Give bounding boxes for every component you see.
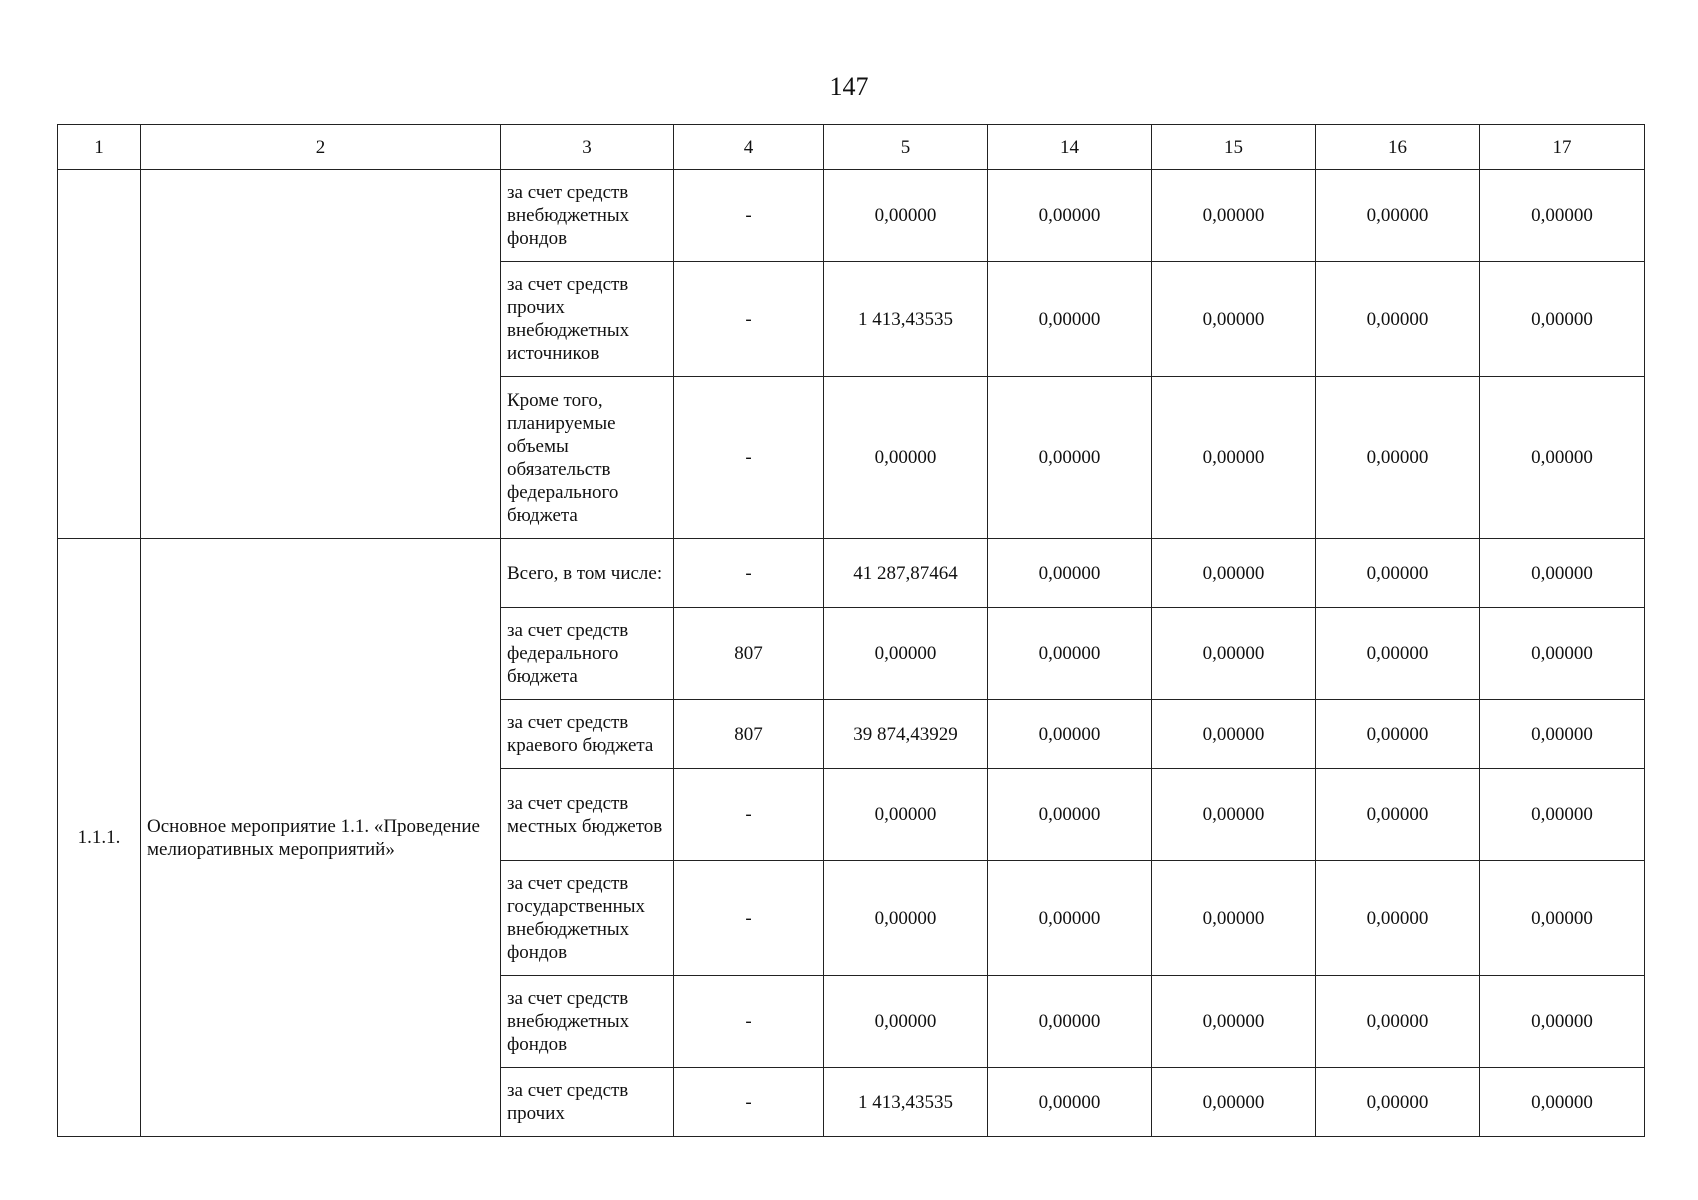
value-cell: 0,00000 [1316,377,1480,539]
value-cell: 0,00000 [1316,861,1480,976]
value-cell: 0,00000 [824,377,988,539]
header-cell: 5 [824,125,988,170]
source-cell: Кроме того, планируемые объемы обязательств федерального бюджета [501,377,674,539]
item-number: 1.1.1. [58,539,141,1137]
value-cell: 0,00000 [988,861,1152,976]
value-cell: 0,00000 [824,769,988,861]
code-cell: - [674,262,824,377]
value-cell: 0,00000 [1480,861,1645,976]
value-cell: 0,00000 [988,262,1152,377]
header-row [58,125,1645,170]
value-cell: 0,00000 [1152,170,1316,262]
code-cell: 807 [674,608,824,700]
value-cell: 0,00000 [1152,976,1316,1068]
value-cell: 0,00000 [988,170,1152,262]
header-cell: 17 [1480,125,1645,170]
header-cell: 4 [674,125,824,170]
source-cell: Всего, в том числе: [501,539,674,608]
value-cell: 0,00000 [1480,262,1645,377]
header-cell: 14 [988,125,1152,170]
value-cell: 0,00000 [1152,700,1316,769]
header-cell: 2 [141,125,501,170]
code-cell: - [674,377,824,539]
value-cell: 0,00000 [1316,262,1480,377]
table-row [58,170,1645,262]
number-cell-empty [58,170,141,539]
title-cell-empty [141,170,501,539]
source-cell: за счет средств прочих [501,1068,674,1137]
page-number: 147 [829,72,869,101]
code-cell: - [674,170,824,262]
budget-table [57,124,1645,1137]
value-cell: 0,00000 [988,377,1152,539]
value-cell: 0,00000 [1480,976,1645,1068]
value-cell: 1 413,43535 [824,1068,988,1137]
value-cell: 0,00000 [1480,769,1645,861]
value-cell: 0,00000 [1316,769,1480,861]
value-cell: 0,00000 [988,1068,1152,1137]
value-cell: 0,00000 [1316,976,1480,1068]
item-title: Основное мероприятие 1.1. «Проведение мелиоративных мероприятий» [141,539,501,1137]
value-cell: 0,00000 [1152,861,1316,976]
value-cell: 0,00000 [988,976,1152,1068]
value-cell: 0,00000 [824,170,988,262]
table-row [58,539,1645,608]
value-cell: 0,00000 [988,608,1152,700]
source-cell: за счет средств государственных внебюджетных фондов [501,861,674,976]
source-cell: за счет средств прочих внебюджетных источников [501,262,674,377]
value-cell: 0,00000 [824,608,988,700]
code-cell: - [674,1068,824,1137]
value-cell: 0,00000 [1316,170,1480,262]
source-cell: за счет средств внебюджетных фондов [501,170,674,262]
value-cell: 0,00000 [988,539,1152,608]
source-cell: за счет средств федерального бюджета [501,608,674,700]
value-cell: 0,00000 [1480,170,1645,262]
value-cell: 0,00000 [1152,377,1316,539]
value-cell: 0,00000 [1316,608,1480,700]
value-cell: 0,00000 [988,700,1152,769]
header-cell: 1 [58,125,141,170]
source-cell: за счет средств краевого бюджета [501,700,674,769]
value-cell: 0,00000 [1480,608,1645,700]
value-cell: 0,00000 [824,861,988,976]
value-cell: 0,00000 [1152,1068,1316,1137]
header-cell: 15 [1152,125,1316,170]
value-cell: 0,00000 [824,976,988,1068]
value-cell: 0,00000 [1316,539,1480,608]
source-cell: за счет средств местных бюджетов [501,769,674,861]
value-cell: 0,00000 [1316,700,1480,769]
value-cell: 0,00000 [1480,539,1645,608]
code-cell: - [674,861,824,976]
value-cell: 1 413,43535 [824,262,988,377]
value-cell: 39 874,43929 [824,700,988,769]
value-cell: 0,00000 [1152,539,1316,608]
code-cell: 807 [674,700,824,769]
value-cell: 0,00000 [1480,377,1645,539]
code-cell: - [674,539,824,608]
header-cell: 3 [501,125,674,170]
value-cell: 0,00000 [1152,262,1316,377]
source-cell: за счет средств внебюджетных фондов [501,976,674,1068]
value-cell: 0,00000 [1480,1068,1645,1137]
value-cell: 0,00000 [1480,700,1645,769]
value-cell: 0,00000 [1316,1068,1480,1137]
code-cell: - [674,769,824,861]
value-cell: 0,00000 [1152,769,1316,861]
header-cell: 16 [1316,125,1480,170]
code-cell: - [674,976,824,1068]
value-cell: 0,00000 [1152,608,1316,700]
value-cell: 0,00000 [988,769,1152,861]
value-cell: 41 287,87464 [824,539,988,608]
